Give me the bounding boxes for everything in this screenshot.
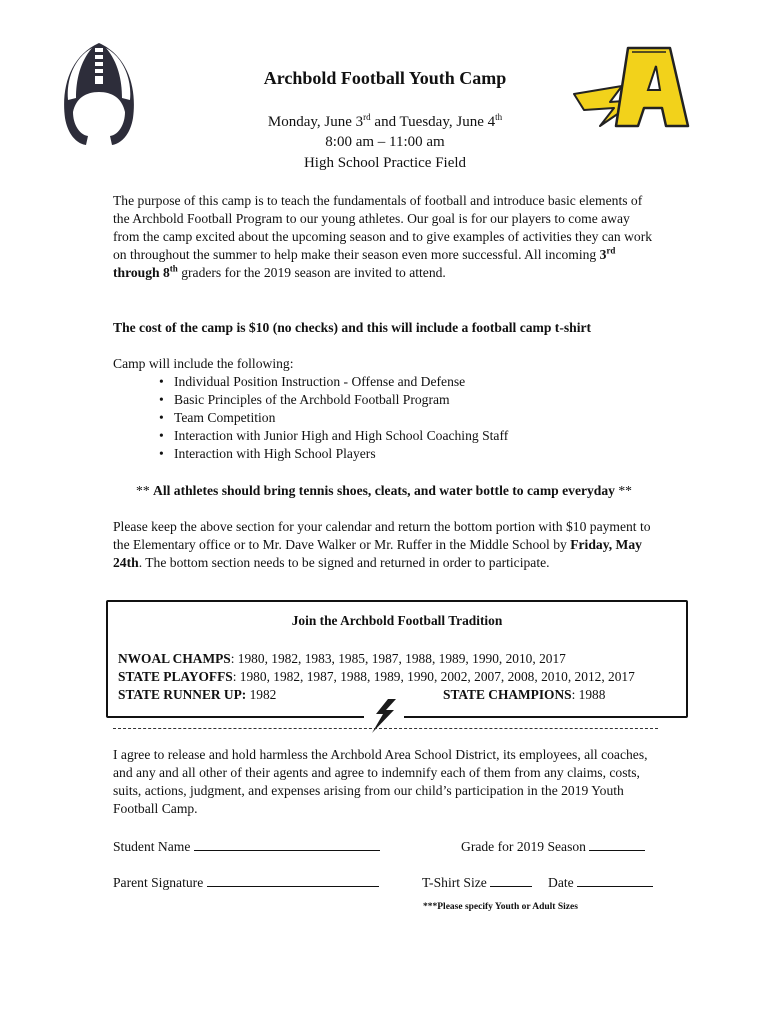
list-item: • Individual Position Instruction - Offense and Defense	[159, 373, 659, 391]
camp-location: High School Practice Field	[303, 155, 467, 171]
camp-dates: Monday, June 3rd and Tuesday, June 4th	[267, 112, 503, 130]
state-runner-up: STATE RUNNER UP: 1982	[118, 687, 277, 702]
list-item: • Basic Principles of the Archbold Football Program	[159, 391, 659, 409]
archbold-a-logo	[570, 42, 695, 130]
return-instructions: Please keep the above section for your calendar and return the bottom portion with $10 payment to the Elementary office or to Mr. Dave Walker or Mr. Ruffer in the Middle School by Friday, May 24th. The bottom section needs to be signed and returned in order to participate.	[113, 519, 651, 570]
list-item: • Team Competition	[159, 409, 659, 427]
size-note: ***Please specify Youth or Adult Sizes	[423, 902, 578, 912]
nwoal-champs: NWOAL CHAMPS: 1980, 1982, 1983, 1985, 1987, 1988, 1989, 1990, 2010, 2017	[118, 651, 566, 666]
includes-list	[159, 373, 659, 463]
bring-notice: ** All athletes should bring tennis shoes, cleats, and water bottle to camp everyday **	[136, 483, 632, 498]
includes-intro: Camp will include the following:	[113, 356, 294, 371]
cost-statement: The cost of the camp is $10 (no checks) and this will include a football camp t-shirt	[113, 320, 592, 335]
state-playoffs: STATE PLAYOFFS: 1980, 1982, 1987, 1988, 1989, 1990, 2002, 2007, 2008, 2010, 2012, 2017	[118, 669, 635, 684]
list-item: • Interaction with Junior High and High School Coaching Staff	[159, 427, 659, 445]
list-item: • Interaction with High School Players	[159, 445, 659, 463]
state-champions: STATE CHAMPIONS: 1988	[443, 687, 606, 702]
camp-time: 8:00 am – 11:00 am	[325, 134, 445, 150]
grade-field[interactable]: Grade for 2019 Season	[461, 836, 661, 856]
student-name-field[interactable]: Student Name	[113, 836, 403, 856]
purpose-paragraph: The purpose of this camp is to teach the fundamentals of football and introduce basic elements of the Archbold Football Program to our young athletes. Our goal is for our players to come away from the camp excited about the upcoming season and to give examples of activities they can work on throughout the summer to help make their season even more successful. All incoming 3rd through 8th graders for the 2019 season are invited to attend.	[113, 193, 653, 280]
date-field[interactable]: Date	[548, 872, 663, 892]
cut-line	[113, 728, 658, 729]
parent-signature-field[interactable]: Parent Signature	[113, 872, 403, 892]
football-logo	[58, 40, 140, 148]
tshirt-size-field[interactable]: T-Shirt Size	[422, 872, 552, 892]
tradition-heading: Join the Archbold Football Tradition	[291, 613, 503, 628]
release-paragraph: I agree to release and hold harmless the Archbold Area School District, its employees, all coaches, and any and all other of their agents and agree to indemnify each of them from any claims, costs, suits, actions, judgment, and expenses arising from our child’s participation in the 2019 Youth Football Camp.	[113, 747, 648, 816]
page-title: Archbold Football Youth Camp	[263, 68, 507, 88]
